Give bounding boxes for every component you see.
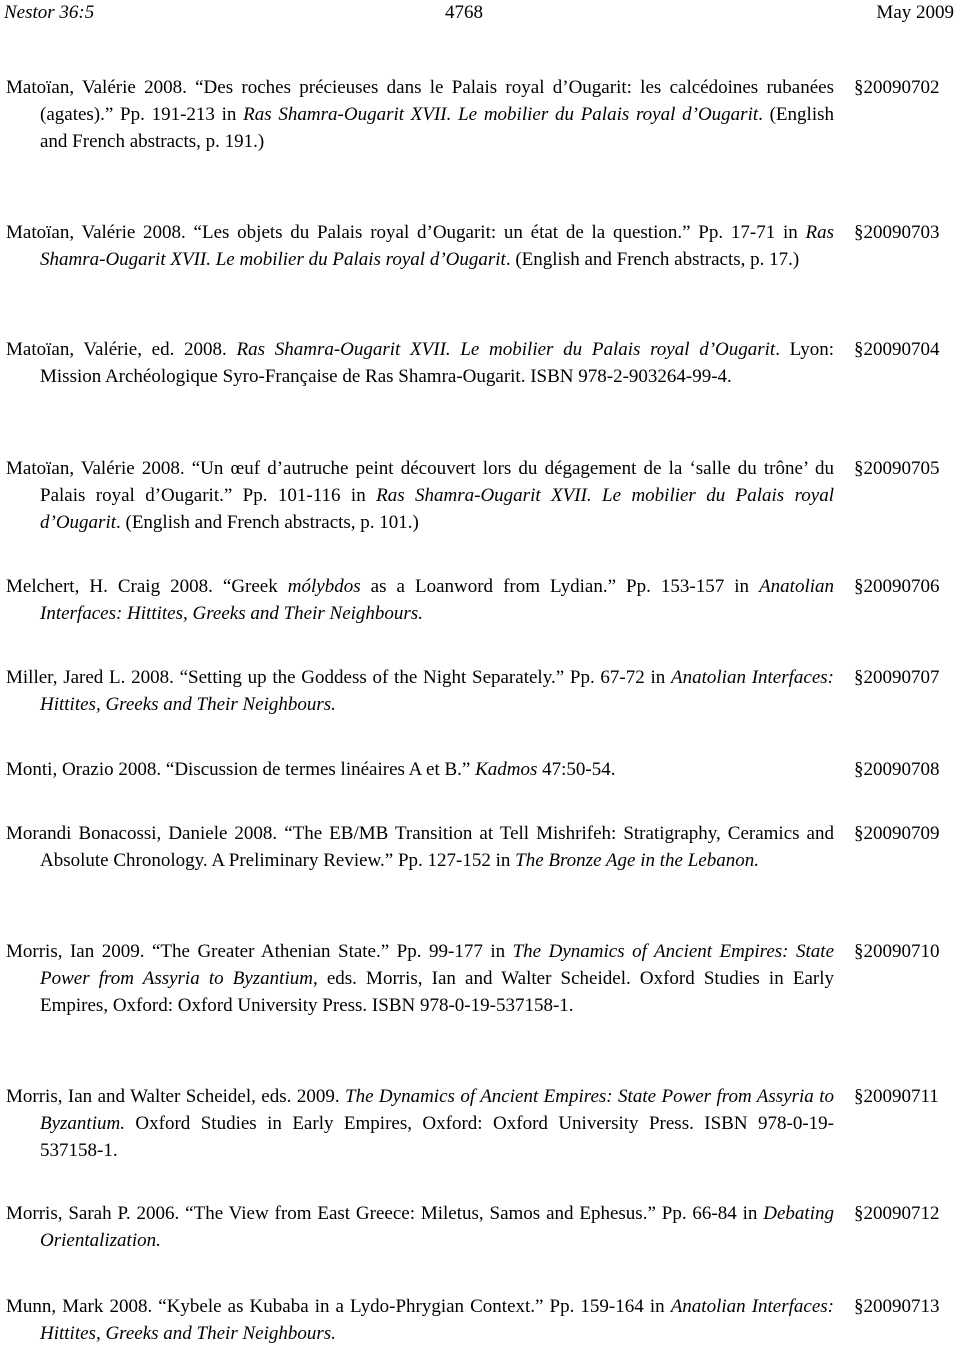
citation-title-italic: Anatolian Interfaces: Hittites, Greeks and Their Neighbours. — [40, 576, 835, 624]
citation-title-italic: The Bronze Age in the Lebanon. — [515, 850, 759, 871]
entry-citation — [6, 74, 834, 155]
entry-code: § 20090712 — [854, 1200, 940, 1227]
citation-title-italic: Ras Shamra-Ougarit XVII. Le mobilier du Palais royal d’Ougarit — [243, 104, 759, 125]
citation-title-italic: The Dynamics of Ancient Empires: State Power from Assyria to Byzantium — [40, 941, 834, 989]
citation-text: . (English and French abstracts, p. 101.) — [116, 512, 419, 533]
citation-text: Matoïan, Valérie 2008. “Un œuf d’autruche peint découvert lors du dégagement de la ‘salle du trône’ du Palais royal d’Ougarit.” Pp. 101-116 in — [6, 458, 834, 506]
citation-title-italic: Anatolian Interfaces: Hittites, Greeks and Their Neighbours. — [40, 667, 834, 715]
citation-text: Morris, Ian and Walter Scheidel, eds. 2009. — [6, 1086, 345, 1107]
entry-code: § 20090704 — [854, 336, 940, 363]
citation-title-italic: Ras Shamra-Ougarit XVII. Le mobilier du Palais royal d’Ougarit — [236, 339, 776, 360]
entry-code: § 20090703 — [854, 219, 940, 246]
entry-citation — [6, 1083, 834, 1164]
entry-code: § 20090709 — [854, 820, 940, 847]
citation-title-italic: Ras Shamra-Ougarit XVII. Le mobilier du Palais royal d’Ougarit — [40, 222, 834, 270]
citation-text: Morris, Ian 2009. “The Greater Athenian State.” Pp. 99-177 in — [6, 941, 513, 962]
citation-text: as a Loanword from Lydian.” Pp. 153-157 in — [360, 576, 760, 597]
issue-date: May 2009 — [876, 2, 954, 23]
entry-citation — [6, 756, 834, 783]
entry-citation — [6, 820, 834, 874]
citation-text: Melchert, H. Craig 2008. “Greek — [6, 576, 288, 597]
citation-title-italic: Ras Shamra-Ougarit XVII. Le mobilier du Palais royal d’Ougarit — [40, 485, 834, 533]
citation-text: 47:50-54. — [537, 759, 616, 780]
citation-text: Morandi Bonacossi, Daniele 2008. “The EB/MB Transition at Tell Mishrifeh: Stratigraphy, Ceramics and Absolute Chronology. A Preliminary Review.” Pp. 127-152 in — [6, 823, 834, 871]
entry-citation — [6, 664, 834, 718]
citation-text: Matoïan, Valérie 2008. “Des roches précieuses dans le Palais royal d’Ougarit: les calcédoines rubanées (agates).” Pp. 191-213 in — [6, 77, 834, 125]
entry-citation — [6, 336, 834, 390]
journal-issue: Nestor 36:5 — [4, 2, 95, 23]
page-header — [0, 0, 960, 26]
citation-text: . Lyon: Mission Archéologique Syro-Française de Ras Shamra-Ougarit. ISBN 978-2-903264-99-4. — [40, 339, 834, 387]
page-number: 4768 — [445, 2, 483, 23]
citation-text: , eds. Morris, Ian and Walter Scheidel. Oxford Studies in Early Empires, Oxford: Oxford University Press. ISBN 978-0-19-537158-1. — [40, 968, 834, 1016]
entry-code: § 20090713 — [854, 1293, 940, 1320]
citation-title-italic: The Dynamics of Ancient Empires: State Power from Assyria to Byzantium. — [40, 1086, 834, 1134]
citation-title-italic: Debating Orientalization. — [40, 1203, 834, 1251]
entry-citation — [6, 1200, 834, 1254]
citation-text: . (English and French abstracts, p. 17.) — [505, 249, 800, 270]
citation-title-italic: Kadmos — [475, 759, 538, 780]
entry-code: § 20090707 — [854, 664, 940, 691]
citation-text: Oxford Studies in Early Empires, Oxford: Oxford University Press. ISBN 978-0-19-537158-1. — [40, 1113, 834, 1161]
entry-code: § 20090702 — [854, 74, 940, 101]
citation-title-italic: mólybdos — [287, 576, 361, 597]
entry-citation — [6, 219, 834, 273]
entry-code: § 20090710 — [854, 938, 940, 965]
entry-code: § 20090706 — [854, 573, 940, 600]
citation-text: Matoïan, Valérie, ed. 2008. — [6, 339, 237, 360]
citation-text: Munn, Mark 2008. “Kybele as Kubaba in a Lydo-Phrygian Context.” Pp. 159-164 in — [6, 1296, 671, 1317]
entry-citation — [6, 1293, 834, 1347]
citation-text: Morris, Sarah P. 2006. “The View from East Greece: Miletus, Samos and Ephesus.” Pp. 66-84 in — [6, 1203, 764, 1224]
citation-text: Matoïan, Valérie 2008. “Les objets du Palais royal d’Ougarit: un état de la question.” Pp. 17-71 in — [6, 222, 806, 243]
entry-citation — [6, 573, 834, 627]
entry-code: § 20090711 — [854, 1083, 939, 1110]
entry-code: § 20090705 — [854, 455, 940, 482]
citation-text: . (English and French abstracts, p. 191.) — [40, 104, 834, 152]
entry-citation — [6, 455, 834, 536]
citation-text: Monti, Orazio 2008. “Discussion de termes linéaires A et B.” — [6, 759, 476, 780]
entry-citation — [6, 938, 834, 1019]
entry-code: § 20090708 — [854, 756, 940, 783]
citation-text: Miller, Jared L. 2008. “Setting up the Goddess of the Night Separately.” Pp. 67-72 in — [6, 667, 672, 688]
citation-title-italic: Anatolian Interfaces: Hittites, Greeks and Their Neighbours. — [40, 1296, 835, 1344]
